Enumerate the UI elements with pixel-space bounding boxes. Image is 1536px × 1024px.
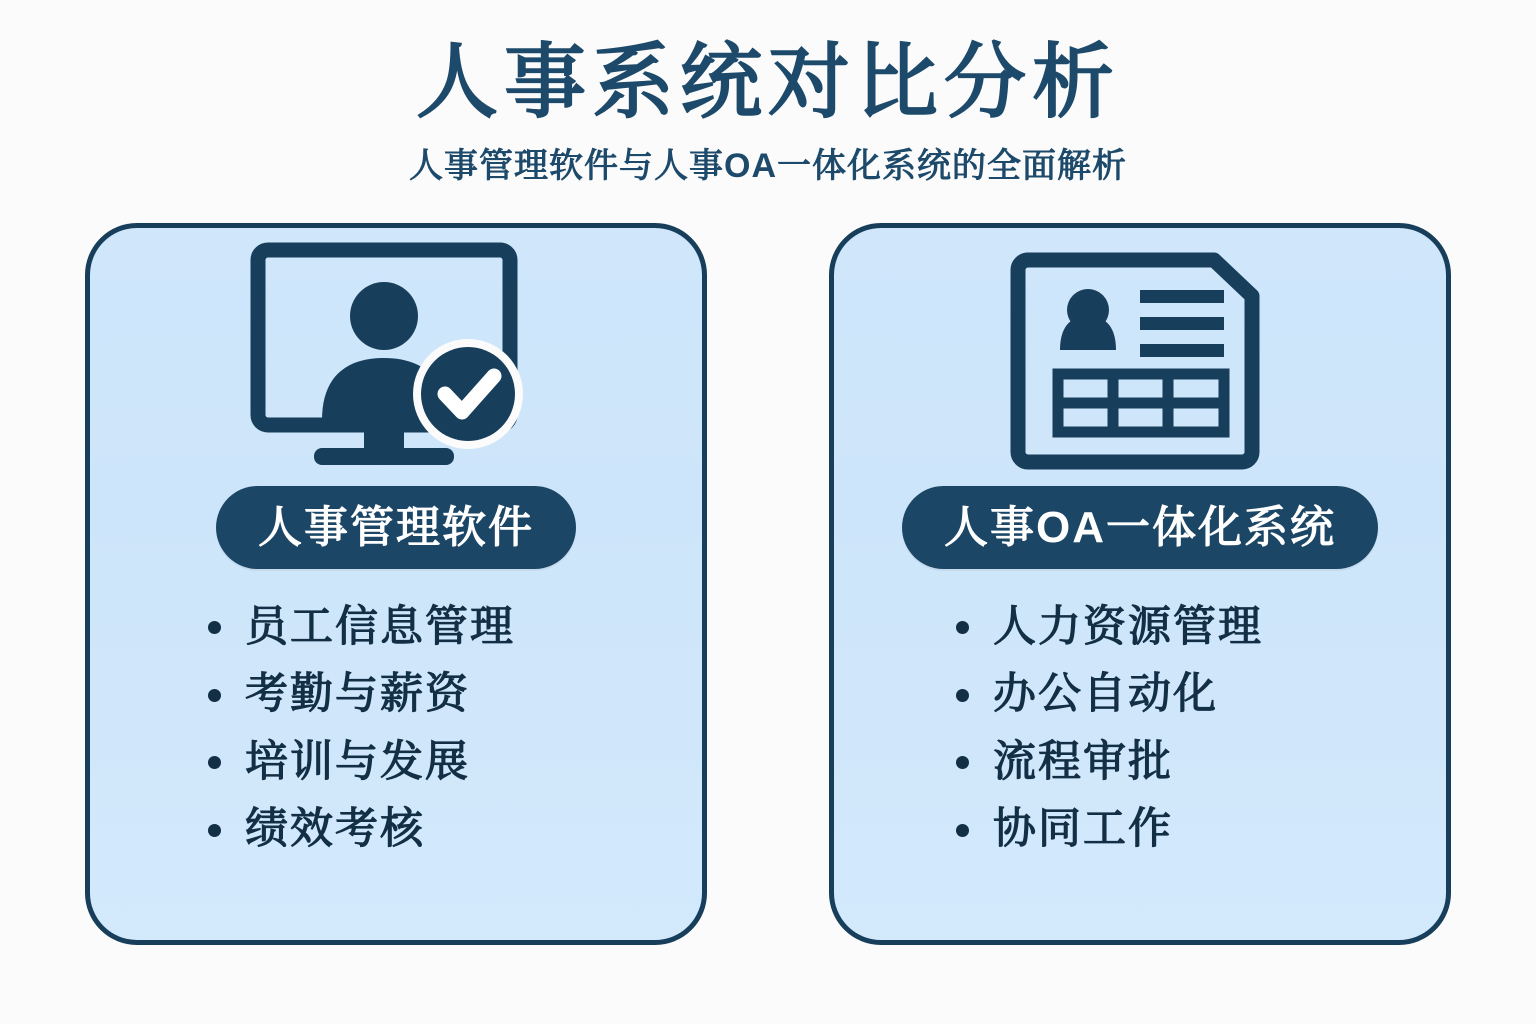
feature-label: 员工信息管理 <box>245 602 515 651</box>
bullet-icon <box>956 824 969 837</box>
bullet-icon <box>956 689 969 702</box>
feature-label: 流程审批 <box>993 737 1173 786</box>
bullet-icon <box>956 756 969 769</box>
feature-label: 绩效考核 <box>245 805 425 854</box>
header <box>0 0 1536 187</box>
feature-label: 办公自动化 <box>993 670 1218 719</box>
card-hr-oa-system <box>829 223 1451 945</box>
feature-label: 培训与发展 <box>245 737 470 786</box>
bullet-icon <box>208 621 221 634</box>
page-subtitle: 人事管理软件与人事OA一体化系统的全面解析 <box>409 147 1127 186</box>
list-item <box>956 670 1218 719</box>
list-item <box>208 603 515 652</box>
feature-label: 协同工作 <box>993 805 1173 854</box>
bullet-icon <box>956 621 969 634</box>
page-title: 人事系统对比分析 <box>415 37 1120 128</box>
monitor-user-check-icon <box>90 228 702 486</box>
list-item <box>956 738 1173 787</box>
comparison-cards <box>0 223 1536 945</box>
list-item <box>208 805 425 854</box>
feature-label: 人力资源管理 <box>993 602 1263 651</box>
list-item <box>208 670 470 719</box>
id-document-table-icon <box>834 228 1446 486</box>
feature-list <box>90 603 702 873</box>
card-title-badge: 人事OA一体化系统 <box>902 486 1378 569</box>
feature-label: 考勤与薪资 <box>245 670 470 719</box>
bullet-icon <box>208 756 221 769</box>
bullet-icon <box>208 824 221 837</box>
list-item <box>956 805 1173 854</box>
card-hr-software <box>85 223 707 945</box>
list-item <box>208 738 470 787</box>
card-title-badge: 人事管理软件 <box>216 486 576 569</box>
feature-list <box>834 603 1446 873</box>
bullet-icon <box>208 689 221 702</box>
list-item <box>956 603 1263 652</box>
